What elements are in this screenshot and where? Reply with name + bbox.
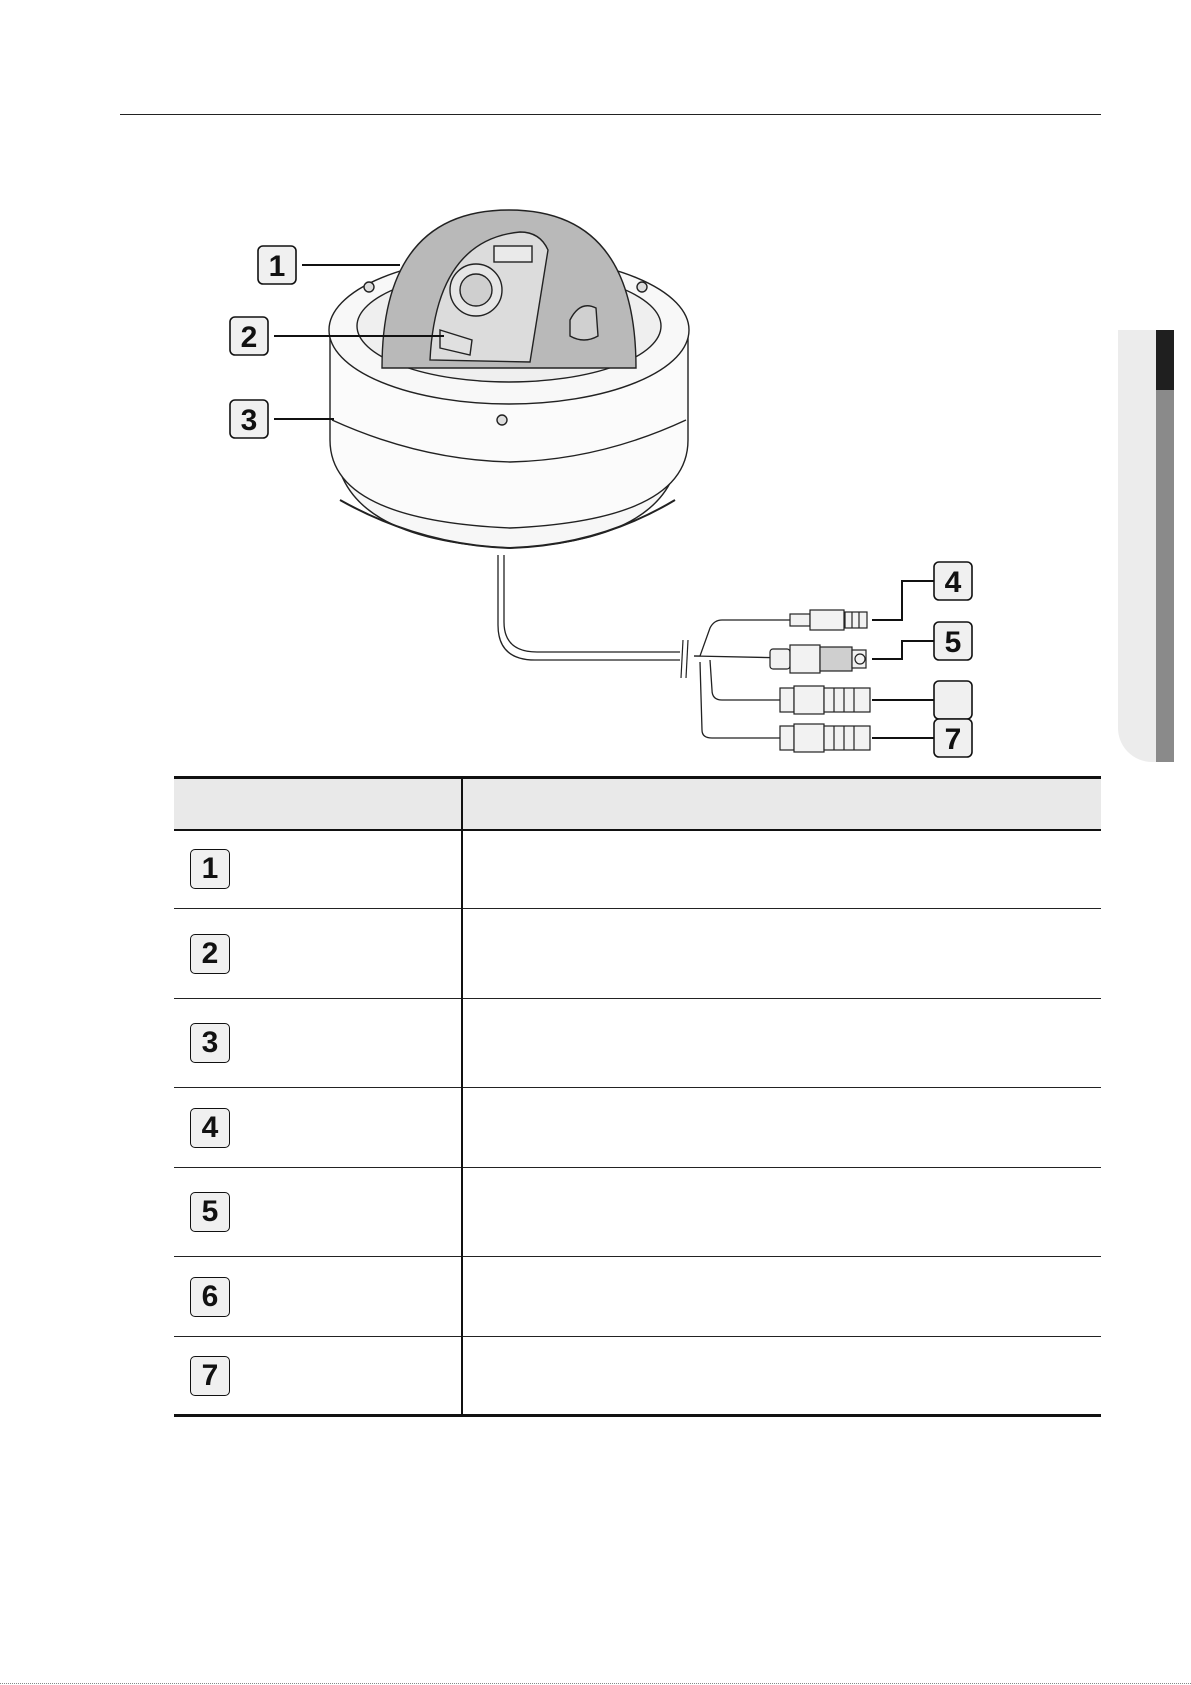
table-row [174,1257,1101,1337]
part-description [462,1168,1101,1257]
part-number-badge: 5 [190,1192,230,1232]
part-number-badge: 3 [190,1023,230,1063]
part-number-badge: 2 [190,934,230,974]
cable [498,555,688,678]
callout-number: 1 [268,250,286,283]
table-row [174,1337,1101,1416]
connector-5 [770,645,866,673]
table-row [174,1168,1101,1257]
part-description [462,1337,1101,1416]
part-number-badge: 4 [190,1108,230,1148]
part-number-badge: 1 [190,849,230,889]
header-description [462,778,1101,830]
connector-4 [790,610,867,630]
callout-badge [230,400,268,438]
connector-7 [780,724,870,752]
callout-number: 3 [240,404,258,437]
callout-badge [258,246,296,284]
bottom-rule [0,1683,1191,1684]
callout-number: 5 [944,626,962,659]
table-row [174,1088,1101,1168]
callout-number: 7 [944,723,962,756]
table-row [174,830,1101,909]
callout-number: 2 [240,321,258,354]
part-description [462,909,1101,999]
header-number [174,778,462,830]
callout-badge [934,681,972,719]
callout-badge [934,622,972,660]
parts-table [174,776,1101,1417]
part-description [462,1257,1101,1337]
part-number-badge: 6 [190,1277,230,1317]
connector-6 [780,686,870,714]
cable-branches [694,620,790,738]
callout-badge [230,317,268,355]
callout-badge [934,562,972,600]
table-row [174,909,1101,999]
part-description [462,1088,1101,1168]
callout-badge [934,719,972,757]
table-header-row [174,778,1101,830]
dome-cover [382,210,636,368]
part-number-badge: 7 [190,1356,230,1396]
part-description [462,830,1101,909]
table-row [174,999,1101,1088]
callout-number: 4 [944,566,962,599]
part-description [462,999,1101,1088]
camera-parts-diagram [0,0,1191,780]
